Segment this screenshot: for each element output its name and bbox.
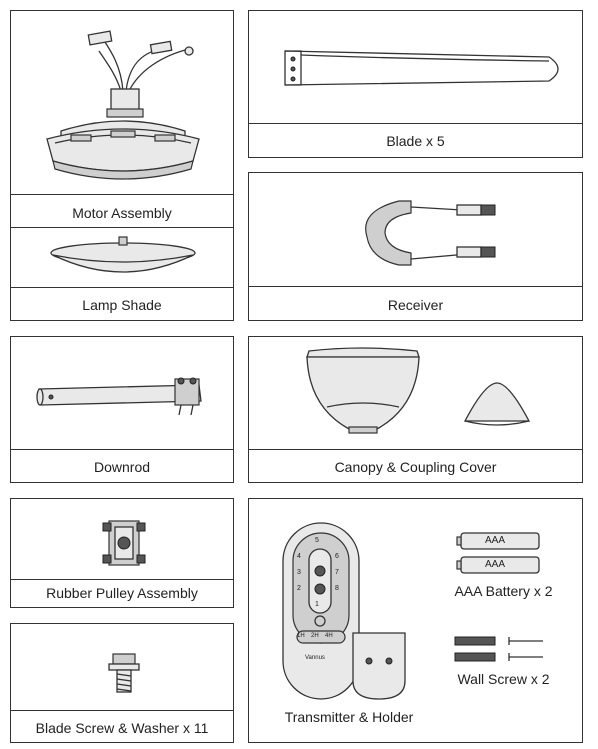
motor-label-top-divider bbox=[11, 194, 233, 195]
remote-button-6: 6 bbox=[335, 553, 339, 560]
blade-screw-illustration bbox=[11, 624, 235, 704]
canopy-panel bbox=[248, 336, 583, 483]
lamp-shade-illustration bbox=[11, 229, 235, 289]
remote-button-1: 1 bbox=[315, 601, 319, 608]
wall-screw-label: Wall Screw x 2 bbox=[457, 671, 550, 687]
remote-button-2: 2 bbox=[297, 585, 301, 592]
blade-panel bbox=[248, 10, 583, 158]
remote-brand: Vannus bbox=[305, 655, 325, 661]
receiver-label-divider bbox=[249, 286, 582, 287]
blade-screw-label: Blade Screw & Washer x 11 bbox=[35, 720, 209, 736]
receiver-panel bbox=[248, 172, 583, 321]
pulley-label-divider bbox=[11, 579, 233, 580]
blade-screw-label-divider bbox=[11, 710, 233, 711]
remote-button-5: 5 bbox=[315, 537, 319, 544]
blade-label: Blade x 5 bbox=[386, 133, 445, 149]
pulley-label: Rubber Pulley Assembly bbox=[46, 585, 198, 601]
canopy-label-divider bbox=[249, 449, 582, 450]
pulley-panel bbox=[10, 498, 234, 608]
motor-label-bottom-divider bbox=[11, 227, 233, 228]
canopy-illustration bbox=[249, 337, 584, 447]
remote-button-7: 7 bbox=[335, 569, 339, 576]
timer-2h: 2H bbox=[311, 633, 319, 639]
downrod-label: Downrod bbox=[93, 459, 151, 475]
remote-button-3: 3 bbox=[297, 569, 301, 576]
pulley-illustration bbox=[11, 499, 235, 579]
timer-1h: 1H bbox=[297, 633, 305, 639]
remote-button-8: 8 bbox=[335, 585, 339, 592]
motor-assembly-label: Motor Assembly bbox=[72, 205, 172, 221]
holder-illustration bbox=[349, 631, 409, 701]
battery-label: AAA Battery x 2 bbox=[454, 583, 553, 599]
lampshade-label-divider bbox=[11, 287, 233, 288]
receiver-illustration bbox=[249, 173, 584, 285]
transmitter-label: Transmitter & Holder bbox=[284, 709, 414, 725]
lamp-shade-label: Lamp Shade bbox=[82, 297, 162, 313]
blade-illustration bbox=[249, 11, 584, 121]
receiver-label: Receiver bbox=[387, 297, 444, 313]
wall-screw-illustration bbox=[451, 633, 551, 673]
transmitter-panel bbox=[248, 498, 583, 743]
canopy-label: Canopy & Coupling Cover bbox=[334, 459, 497, 475]
motor-assembly-illustration bbox=[11, 11, 235, 196]
battery-1-text: AAA bbox=[485, 535, 506, 546]
timer-4h: 4H bbox=[325, 633, 333, 639]
downrod-illustration bbox=[11, 337, 235, 447]
blade-label-divider bbox=[249, 123, 582, 124]
blade-screw-panel bbox=[10, 623, 234, 743]
battery-2-text: AAA bbox=[485, 559, 506, 570]
motor-lampshade-panel bbox=[10, 10, 234, 321]
downrod-panel bbox=[10, 336, 234, 483]
downrod-label-divider bbox=[11, 449, 233, 450]
remote-button-4: 4 bbox=[297, 553, 301, 560]
